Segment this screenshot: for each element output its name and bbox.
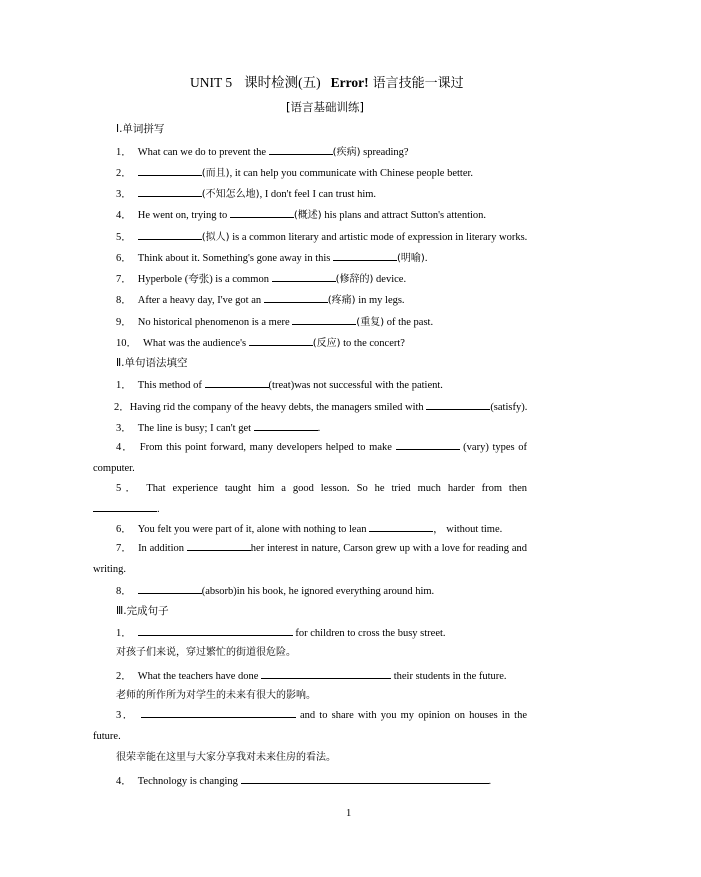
answer-blank[interactable]: [261, 668, 391, 679]
answer-blank[interactable]: [369, 521, 433, 532]
s3-item-4: 4． Technology is changing .: [116, 773, 491, 789]
section-heading-1: Ⅰ.单词拼写: [116, 123, 165, 135]
s3-item-1: 1． for children to cross the busy street.: [116, 625, 446, 641]
answer-blank[interactable]: [138, 186, 202, 197]
s3-item-2: 2． What the teachers have done their students in the future.: [116, 668, 507, 684]
s1-item-1: 1． What can we do to prevent the (疾病) spreading?: [116, 144, 409, 160]
answer-blank[interactable]: [138, 165, 202, 176]
answer-blank[interactable]: [205, 377, 269, 388]
error-field: Error!: [330, 75, 369, 90]
s1-item-4: 4． He went on, trying to (概述) his plans and attract Sutton's attention.: [116, 207, 486, 223]
answer-blank[interactable]: [138, 583, 202, 594]
answer-blank[interactable]: [396, 439, 460, 450]
answer-blank[interactable]: [264, 292, 328, 303]
answer-blank[interactable]: [426, 399, 490, 410]
s2-item-6: 6． You felt you were part of it, alone with nothing to lean ， without time.: [116, 521, 502, 537]
s1-item-2: 2． (而且), it can help you communicate with Chinese people better.: [116, 165, 473, 181]
s3-item-3-translation: 很荣幸能在这里与大家分享我对未来住房的看法。: [116, 752, 336, 763]
answer-blank[interactable]: [241, 773, 489, 784]
s1-item-5: 5． (拟人) is a common literary and artistic mode of expression in literary works.: [116, 229, 527, 245]
s2-item-2: 2．Having rid the company of the heavy debts, the managers smiled with (satisfy).: [114, 399, 527, 415]
answer-blank[interactable]: [333, 250, 397, 261]
s2-item-5: 5． That experience taught him a good lesson. So he tried much harder from then .: [93, 479, 527, 520]
s2-item-7: 7． In addition her interest in nature, Carson grew up with a love for reading and writing.: [93, 539, 527, 580]
answer-blank[interactable]: [141, 707, 296, 718]
s1-item-9: 9． No historical phenomenon is a mere (重复) of the past.: [116, 314, 433, 330]
s3-item-2-translation: 老师的所作所为对学生的未来有很大的影响。: [116, 690, 316, 701]
answer-blank[interactable]: [292, 314, 356, 325]
page-title: [190, 76, 464, 91]
s1-item-7: 7． Hyperbole (夸张) is a common (修辞的) device.: [116, 271, 406, 287]
s2-item-4: 4． From this point forward, many developers helped to make (vary) types of computer.: [93, 438, 527, 479]
answer-blank[interactable]: [187, 540, 251, 551]
s1-item-3: 3． (不知怎么地), I don't feel I can trust him.: [116, 186, 376, 202]
s2-item-3: 3． The line is busy; I can't get .: [116, 420, 320, 436]
subtitle: [语言基础训练]: [286, 100, 364, 114]
answer-blank[interactable]: [254, 420, 318, 431]
title-zh: 课时检测(五): [244, 75, 321, 90]
answer-blank[interactable]: [272, 271, 336, 282]
section-heading-3: Ⅲ.完成句子: [116, 605, 169, 617]
section-heading-2: Ⅱ.单句语法填空: [116, 357, 188, 369]
answer-blank[interactable]: [249, 335, 313, 346]
unit-label: UNIT 5: [190, 75, 233, 90]
answer-blank[interactable]: [93, 501, 157, 512]
page-number: 1: [346, 808, 352, 819]
answer-blank[interactable]: [138, 625, 293, 636]
s1-item-10: 10． What was the audience's (反应) to the concert?: [116, 335, 405, 351]
title-rest: 语言技能一课过: [372, 76, 464, 91]
s1-item-6: 6． Think about it. Something's gone away in this (明喻).: [116, 250, 427, 266]
s2-item-1: 1． This method of (treat)was not successful with the patient.: [116, 377, 443, 393]
answer-blank[interactable]: [230, 207, 294, 218]
answer-blank[interactable]: [138, 229, 202, 240]
s1-item-8: 8． After a heavy day, I've got an (疼痛) in my legs.: [116, 292, 405, 308]
s2-item-8: 8． (absorb)in his book, he ignored everything around him.: [116, 583, 434, 599]
s3-item-1-translation: 对孩子们来说，穿过繁忙的街道很危险。: [116, 647, 296, 658]
answer-blank[interactable]: [269, 144, 333, 155]
s3-item-3: 3． and to share with you my opinion on houses in the future.: [93, 706, 527, 747]
